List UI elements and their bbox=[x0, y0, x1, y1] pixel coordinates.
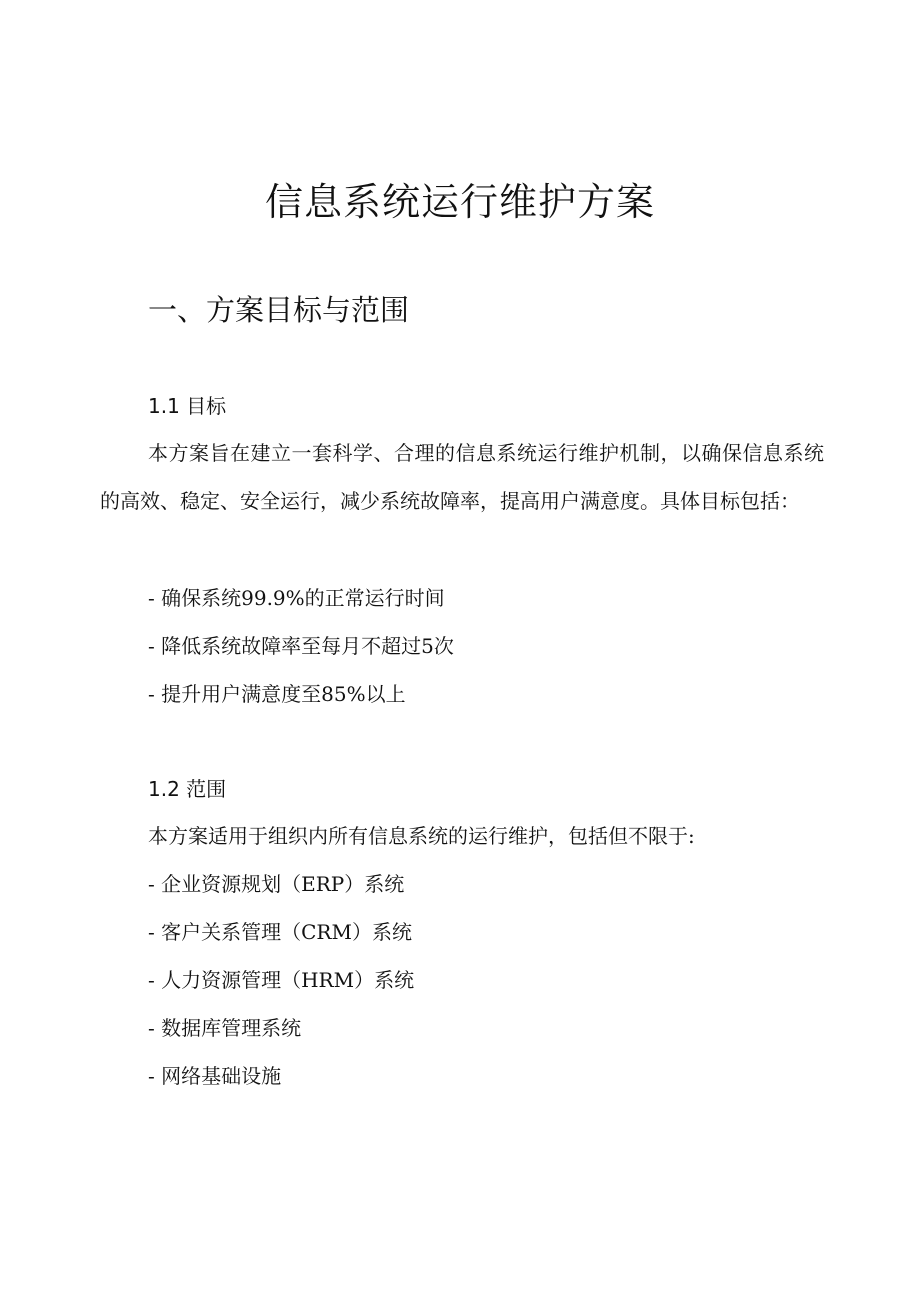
goal-paragraph: 本方案旨在建立一套科学、合理的信息系统运行维护机制，以确保信息系统的高效、稳定、安全运行，减少系统故障率，提高用户满意度。具体目标包括： bbox=[100, 441, 824, 513]
section-heading-goals-scope: 一、方案目标与范围 bbox=[148, 293, 410, 327]
scope-list-item: - 人力资源管理（HRM）系统 bbox=[148, 968, 415, 992]
subheading-scope: 1.2 范围 bbox=[148, 777, 227, 801]
scope-list-item: - 客户关系管理（CRM）系统 bbox=[148, 920, 412, 944]
scope-list-item: - 网络基础设施 bbox=[148, 1064, 282, 1088]
subheading-goal: 1.1 目标 bbox=[148, 394, 227, 418]
scope-intro-paragraph: 本方案适用于组织内所有信息系统的运行维护，包括但不限于: bbox=[148, 824, 695, 848]
goal-list-item: - 降低系统故障率至每月不超过5次 bbox=[148, 634, 454, 658]
scope-list-item: - 企业资源规划（ERP）系统 bbox=[148, 872, 405, 896]
goal-list-item: - 确保系统99.9%的正常运行时间 bbox=[148, 586, 445, 610]
goal-list-item: - 提升用户满意度至85%以上 bbox=[148, 682, 406, 706]
document-title: 信息系统运行维护方案 bbox=[264, 180, 655, 224]
scope-list-item: - 数据库管理系统 bbox=[148, 1016, 302, 1040]
